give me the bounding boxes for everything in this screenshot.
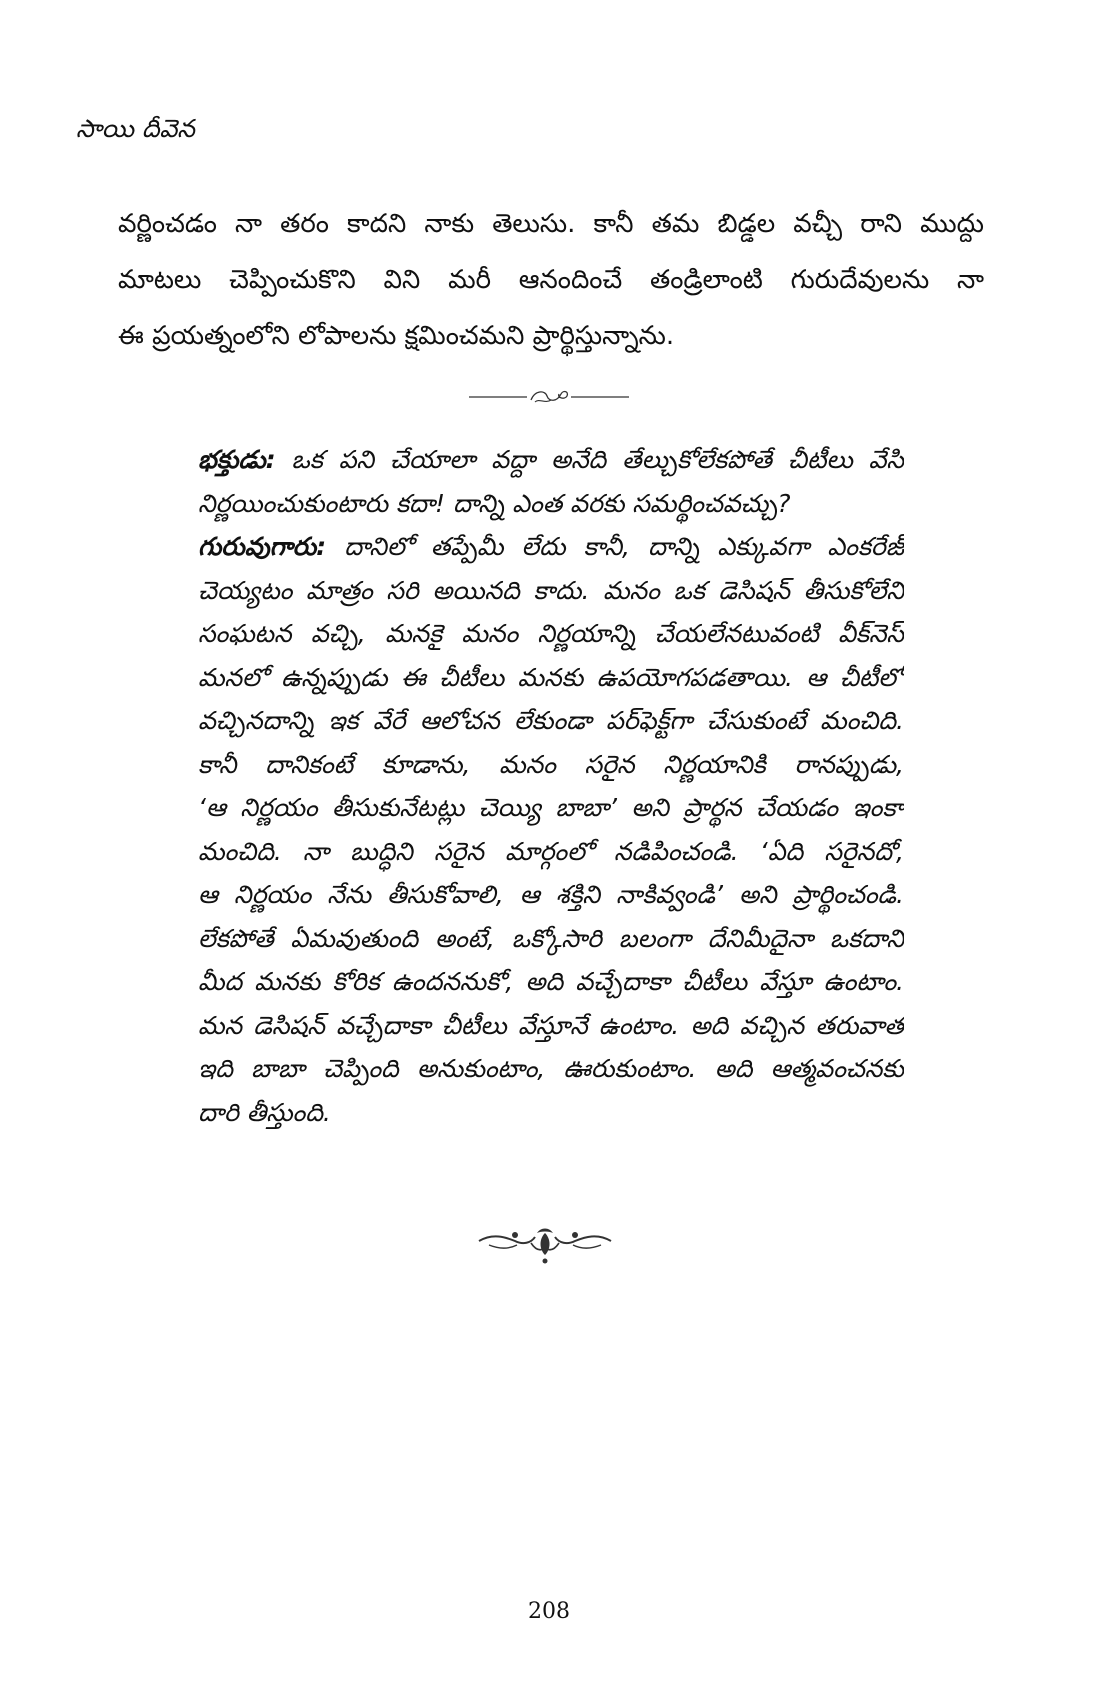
- answer-line: ‘ఆ నిర్ణయం తీసుకునేటట్లు చెయ్యి బాబా’ అని ప్రార్థన చేయడం ఇంకా: [198, 793, 904, 822]
- intro-paragraph: [118, 196, 984, 364]
- answer-line: దారి తీస్తుంది.: [198, 1097, 331, 1127]
- page-number: 208: [528, 1599, 570, 1624]
- question-text: ఒక పని చేయాలా వద్దా అనేది తేల్చుకోలేకపోతే చీటీలు వేసి: [275, 445, 904, 474]
- answer-line: మంచిది. నా బుద్ధిని సరైన మార్గంలో నడిపించండి. ‘ఏది సరైనదో,: [198, 836, 904, 866]
- speaker-devotee: భక్తుడు:: [198, 445, 276, 474]
- question-line: నిర్ణయించుకుంటారు కదా! దాన్ని ఎంత వరకు సమర్థించవచ్చు?: [198, 488, 791, 518]
- answer-line: ఆ నిర్ణయం నేను తీసుకోవాలి, ఆ శక్తిని నాకివ్వండి’ అని ప్రార్థించండి.: [198, 880, 904, 909]
- answer-line: సంఘటన వచ్చి, మనకై మనం నిర్ణయాన్ని చేయలేనటువంటి వీక్‌నెస్: [198, 619, 904, 648]
- running-head: సాయి దీవెన: [76, 114, 195, 143]
- answer-line: [198, 525, 904, 569]
- floral-ornament-icon: [475, 1219, 615, 1267]
- dialogue-block: [198, 438, 904, 1134]
- answer-text: దానిలో తప్పేమీ లేదు కానీ, దాన్ని ఎక్కువగా ఎంకరేజ్: [326, 532, 904, 561]
- answer-line: మీద మనకు కోరిక ఉందననుకో, అది వచ్చేదాకా చీటీలు వేస్తూ ఉంటాం.: [198, 967, 904, 996]
- answer-line: వచ్చినదాన్ని ఇక వేరే ఆలోచన లేకుండా పర్‌ఫెక్ట్‌గా చేసుకుంటే మంచిది.: [198, 706, 904, 735]
- intro-line: ఈ ప్రయత్నంలోని లోపాలను క్షమించమని ప్రార్థిస్తున్నాను.: [118, 321, 675, 351]
- answer-line: మనలో ఉన్నప్పుడు ఈ చీటీలు మనకు ఉపయోగపడతాయి. ఆ చీటీలో: [198, 662, 904, 692]
- answer-line: చెయ్యటం మాత్రం సరి అయినది కాదు. మనం ఒక డెసిషన్ తీసుకోలేని: [198, 575, 904, 605]
- intro-line: మాటలు చెప్పించుకొని విని మరీ ఆనందించే తండ్రిలాంటి గురుదేవులను నా: [118, 265, 984, 295]
- speaker-guru: గురువుగారు:: [198, 532, 327, 561]
- question-line: [198, 438, 904, 482]
- intro-line: వర్ణించడం నా తరం కాదని నాకు తెలుసు. కానీ తమ బిడ్డల వచ్చీ రాని ముద్దు: [118, 209, 984, 239]
- answer-line: ఇది బాబా చెప్పింది అనుకుంటాం, ఊరుకుంటాం. అది ఆత్మవంచనకు: [198, 1054, 904, 1083]
- swirl-divider-icon: [469, 382, 629, 412]
- answer-line: కానీ దానికంటే కూడాను, మనం సరైన నిర్ణయానికి రానప్పుడు,: [198, 749, 904, 779]
- answer-line: మన డెసిషన్ వచ్చేదాకా చీటీలు వేస్తూనే ఉంటాం. అది వచ్చిన తరువాత: [198, 1010, 904, 1040]
- answer-line: లేకపోతే ఏమవుతుంది అంటే, ఒక్కోసారి బలంగా దేనిమీదైనా ఒకదాని: [198, 923, 904, 953]
